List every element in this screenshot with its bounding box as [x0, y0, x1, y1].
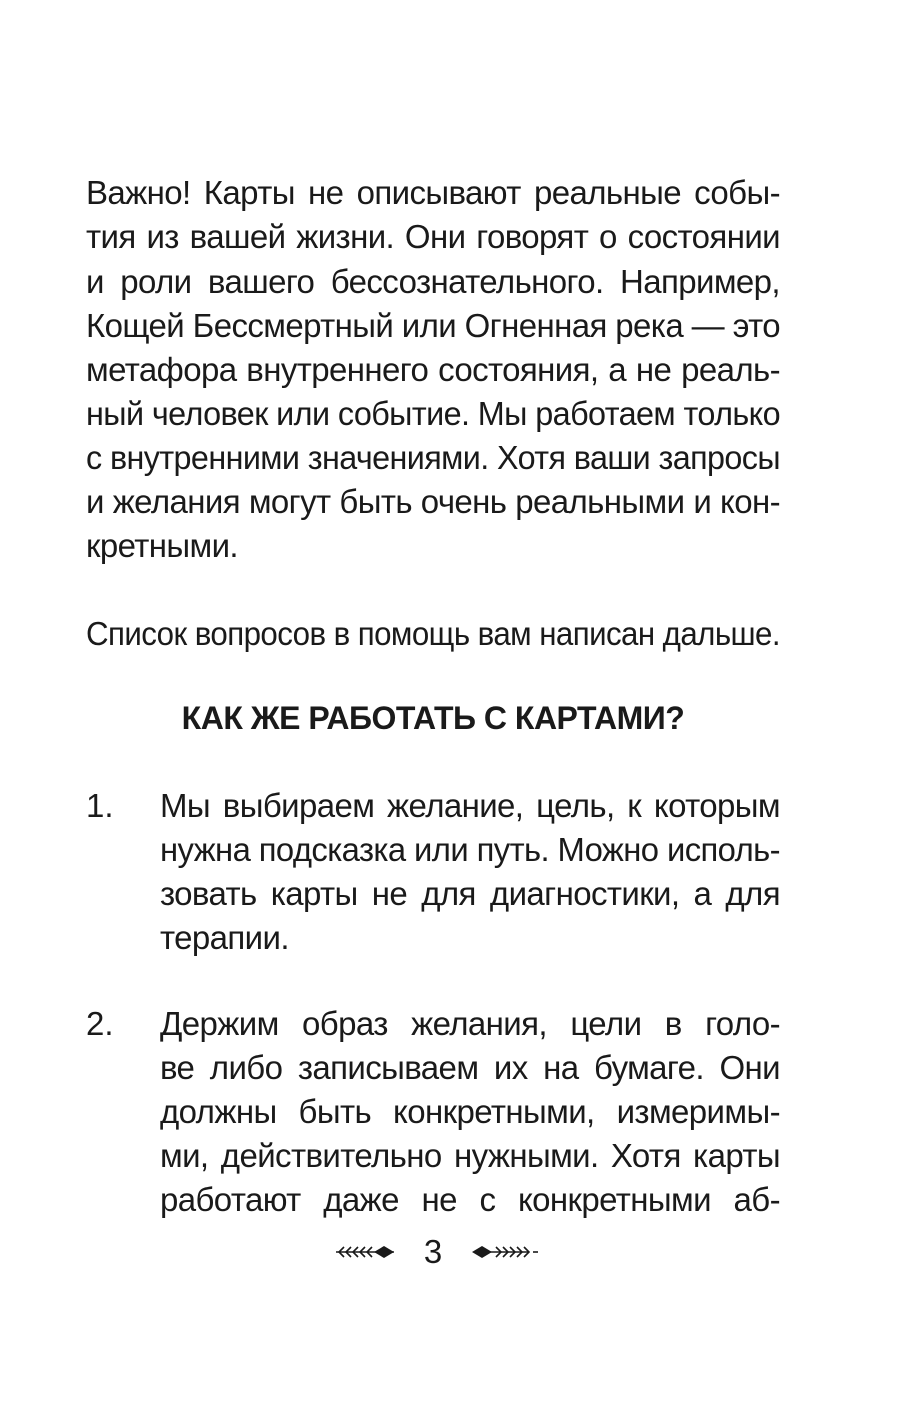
section-heading: КАК ЖЕ РАБОТАТЬ С КАРТАМИ? [181, 700, 685, 736]
text-line: ве либо записываем их на бумаге. Они [160, 1049, 780, 1086]
right-ornament-icon [472, 1244, 538, 1260]
text-line: Кощей Бессмертный или Огненная река — это [86, 307, 780, 344]
text-line: и желания могут быть очень реальными и кон- [86, 483, 780, 520]
text-line: кретными. [86, 527, 238, 564]
text-line: метафора внутреннего состояния, а не реаль- [86, 351, 780, 388]
page-number: 3 [423, 1233, 443, 1270]
text-line: Важно! Карты не описывают реальные собы- [86, 174, 780, 211]
paragraph-questions-note: Список вопросов в помощь вам написан дальше. [86, 615, 780, 652]
list-item-number: 2. [86, 1005, 114, 1042]
text-line: нужна подсказка или путь. Можно исполь- [160, 831, 780, 868]
text-line: зовать карты не для диагностики, а для [160, 875, 780, 912]
text-line: Мы выбираем желание, цель, к которым [160, 787, 780, 824]
text-line: ный человек или событие. Мы работаем только [86, 395, 780, 432]
text-line: с внутренними значениями. Хотя ваши запросы [86, 439, 780, 476]
text-line: должны быть конкретными, измеримы- [160, 1093, 780, 1130]
page-footer [0, 1230, 922, 1274]
list-item-number: 1. [86, 787, 114, 824]
left-ornament-icon [336, 1244, 396, 1260]
text-line: тия из вашей жизни. Они говорят о состоянии [86, 218, 780, 255]
text-line: работают даже не с конкретными аб- [160, 1181, 780, 1218]
text-line: и роли вашего бессознательного. Например, [86, 263, 780, 300]
text-line: терапии. [160, 919, 289, 956]
text-line: Держим образ желания, цели в голо- [160, 1005, 780, 1042]
text-line: ми, действительно нужными. Хотя карты [160, 1137, 780, 1174]
